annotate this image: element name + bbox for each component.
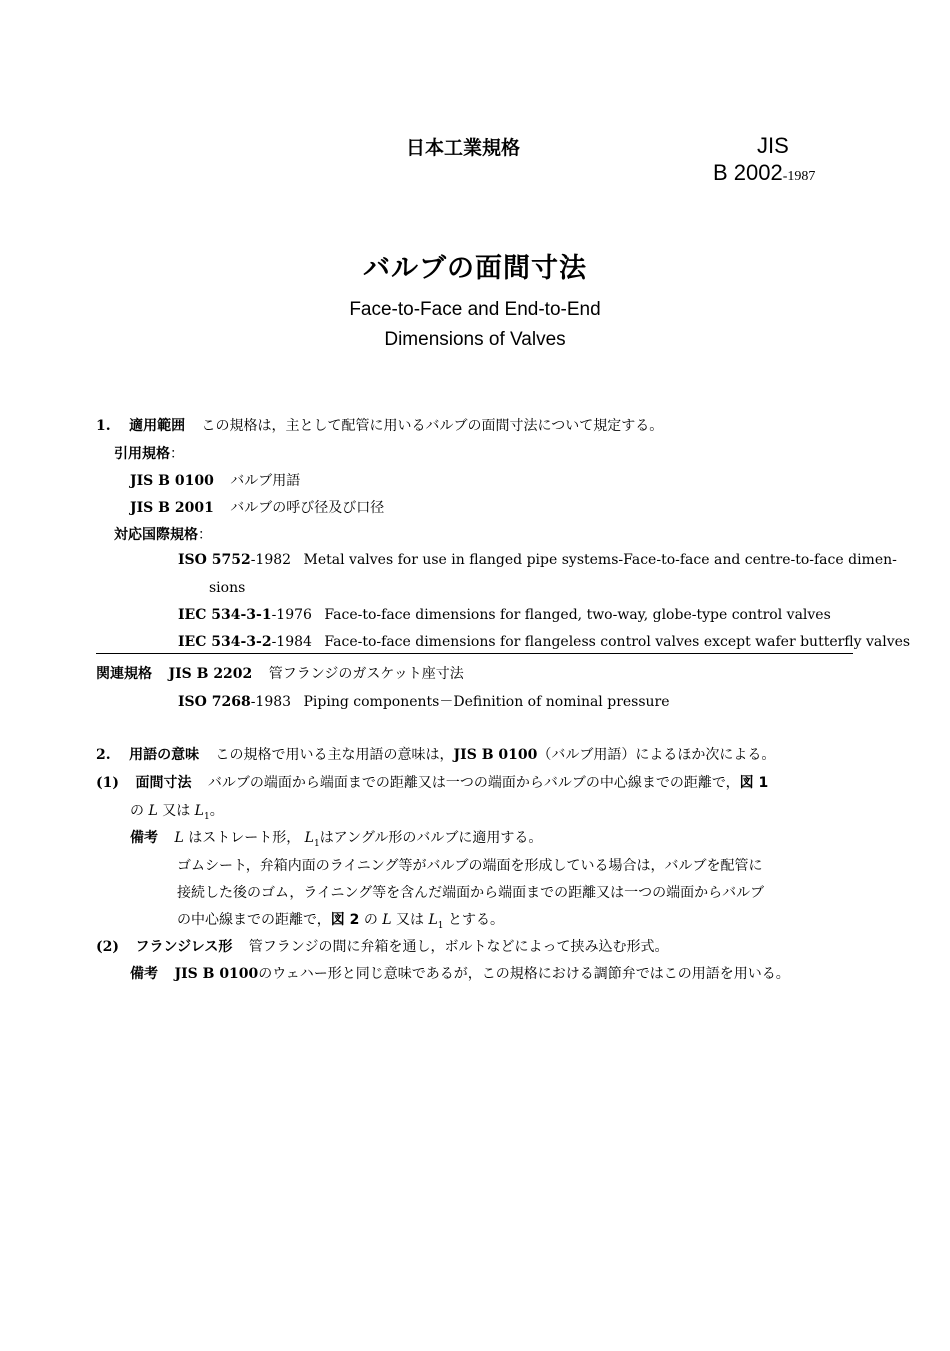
item-2	[96, 936, 668, 956]
intl-title-continued: sions	[209, 580, 246, 596]
intl-code: ISO 5752	[178, 552, 251, 568]
reference-code: JIS B 2001	[130, 500, 214, 516]
section-title: 適用範囲	[129, 418, 186, 434]
section-text: （バルブ用語）によるほか次による。	[537, 747, 776, 763]
text: の	[130, 803, 144, 819]
international-colon: ：	[198, 527, 212, 543]
section-text: この規格で用いる主な用語の意味は，	[215, 747, 454, 763]
intl-title: Face-to-face dimensions for flangeless control valves except wafer butterfly valves	[324, 634, 911, 650]
intl-year: -1984	[271, 634, 312, 650]
text: の	[363, 912, 378, 928]
symbol-L: L	[382, 912, 392, 928]
remark-paragraph-line: 接続した後のゴム，ライニング等を含んだ端面から端面までの距離又は一つの端面からバルブ	[177, 885, 765, 901]
remark-text: はアングル形のバルブに適用する。	[319, 830, 543, 846]
text: の中心線までの距離で，	[177, 912, 331, 928]
section-text: この規格は，主として配管に用いるバルブの面間寸法について規定する。	[201, 418, 664, 434]
item-number: (2)	[96, 939, 119, 955]
item-text: バルブの端面から端面までの距離又は一つの端面からバルブの中心線までの距離で，	[207, 775, 740, 791]
section-title: 用語の意味	[129, 747, 200, 763]
international-item	[178, 552, 897, 568]
related-title: 管フランジのガスケット座寸法	[268, 666, 464, 682]
section-1-heading	[96, 415, 663, 435]
standard-year: -1987	[782, 169, 816, 184]
remark-paragraph-line: ゴムシート，弁箱内面のライニング等がバルブの端面を形成している場合は，バルブを配管に	[177, 858, 763, 874]
remark-text: はストレート形，	[188, 830, 301, 846]
reference-code: JIS B 0100	[130, 473, 214, 489]
reference-title: バルブの呼び径及び口径	[230, 500, 385, 516]
figure-ref: 図 1	[739, 775, 769, 791]
remark-label: 備考	[130, 966, 158, 982]
subscript: 1	[313, 838, 320, 849]
symbol-L: L	[174, 830, 184, 846]
references-label	[114, 443, 184, 463]
title-japanese: バルブの面間寸法	[363, 253, 587, 284]
references-colon: ：	[170, 446, 184, 462]
intl-year: -1976	[271, 607, 312, 623]
references-title: 引用規格	[114, 446, 170, 462]
section-number: 2.	[96, 747, 111, 763]
related-code: JIS B 2202	[168, 666, 253, 682]
standard-number	[713, 160, 815, 186]
section-2-heading	[96, 744, 775, 764]
international-standards-label	[114, 524, 212, 544]
jis-label: JIS	[757, 133, 789, 158]
intl-code: IEC 534-3-2	[178, 634, 272, 650]
remark-2	[130, 963, 790, 983]
related-code: ISO 7268	[178, 694, 251, 710]
international-item	[178, 607, 831, 623]
related-label: 関連規格	[96, 666, 152, 682]
title-english-line2: Dimensions of Valves	[384, 329, 566, 350]
related-item	[178, 691, 670, 711]
remark-text: のウェハー形と同じ意味であるが，この規格における調節弁ではこの用語を用いる。	[258, 966, 790, 982]
subscript: 1	[203, 811, 210, 822]
item-1-line-2	[130, 800, 224, 822]
reference-item	[130, 497, 384, 517]
section-text-code: JIS B 0100	[453, 747, 538, 763]
figure-ref: 図 2	[330, 912, 360, 928]
remark-label: 備考	[130, 830, 158, 846]
remark-1	[130, 827, 542, 849]
divider-rule	[96, 653, 853, 654]
reference-item	[130, 470, 300, 490]
title-english-line1: Face-to-Face and End-to-End	[349, 299, 601, 320]
reference-title: バルブ用語	[230, 473, 301, 489]
intl-year: -1982	[250, 552, 292, 568]
symbol-L1: L	[428, 912, 438, 928]
intl-code: IEC 534-3-1	[178, 607, 272, 623]
related-standards	[96, 663, 464, 683]
text: 又は	[162, 803, 191, 819]
intl-title: Metal valves for use in flanged pipe systems-Face-to-face and centre-to-face dimen-	[303, 552, 897, 568]
section-number: 1.	[96, 418, 111, 434]
related-title: Piping components－Definition of nominal pressure	[303, 694, 670, 710]
text: とする。	[447, 912, 504, 928]
remark-code: JIS B 0100	[174, 966, 259, 982]
item-term: フランジレス形	[135, 939, 233, 955]
international-title: 対応国際規格	[114, 527, 198, 543]
remark-paragraph-line	[177, 909, 504, 931]
subscript: 1	[437, 920, 444, 931]
symbol-L1: L	[304, 830, 314, 846]
item-term: 面間寸法	[135, 775, 192, 791]
item-number: (1)	[96, 775, 119, 791]
intl-title: Face-to-face dimensions for flanged, two-way, globe-type control valves	[324, 607, 831, 623]
related-year: -1983	[250, 694, 292, 710]
text: 又は	[396, 912, 425, 928]
item-text: 管フランジの間に弁箱を通し，ボルトなどによって挟み込む形式。	[248, 939, 669, 955]
symbol-L: L	[148, 803, 158, 819]
symbol-L1: L	[194, 803, 204, 819]
standard-code: B 2002	[713, 160, 783, 185]
text: 。	[209, 803, 224, 819]
standard-name: 日本工業規格	[406, 137, 521, 159]
international-item	[178, 634, 910, 650]
item-1	[96, 772, 768, 792]
